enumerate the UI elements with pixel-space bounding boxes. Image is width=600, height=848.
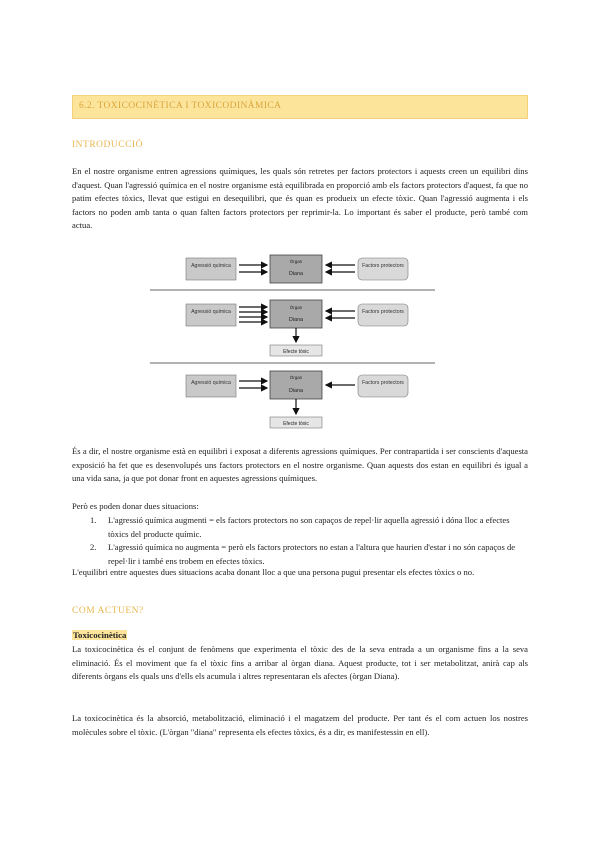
equilibrium-paragraph: És a dir, el nostre organisme està en equilibri i exposat a diferents agressions químiques. Per contrapartida i ser conscients d'aquesta exposició ha fet que es desenvolupés uns factors protectors en el nostre organisme. Quan aquests dos estan en equilibri és igual a una vida sana, ja que pot donar front en aquestes agressions químiques. — [72, 446, 528, 484]
diagram — [150, 250, 450, 435]
section-title-banner — [72, 95, 528, 119]
aggression-box — [186, 375, 236, 397]
list-item — [90, 541, 528, 568]
list-item — [90, 514, 528, 541]
list-item-number: 2. — [90, 542, 97, 553]
diagram-row-3 — [186, 371, 408, 428]
protector-label: Factors protectors — [362, 380, 404, 386]
conclusion-paragraph: L'equilibri entre aquestes dues situacions acaba donant lloc a que una persona pugui presentar els efectes tòxics o no. — [72, 567, 475, 577]
aggression-label: Agressió química — [191, 380, 231, 386]
organ-small-label: Òrgan — [289, 259, 303, 264]
list-item-text: L'agressió química augmenti = els factors protectors no son capaços de repel·lir aquella agressió i dóna lloc a efectes tòxics del producte químic. — [108, 515, 510, 539]
list-item-number: 1. — [90, 515, 97, 525]
toxicokinetics-paragraph-2: La toxicocinètica és la absorció, metabolització, eliminació i el magatzem del producte. Per tant és el com actuen los nostres molècules sobre el tòxic. (L'òrgan "diana" representa els efectes tòxics, és a dir, es manifestessin en ell). — [72, 713, 528, 737]
diagram-row-2 — [186, 300, 408, 356]
intro-heading: INTRODUCCIÓ — [72, 140, 143, 150]
situations-intro: Però es poden donar dues situacions: — [72, 501, 199, 511]
protector-label: Factors protectors — [362, 263, 404, 269]
aggression-box — [186, 258, 236, 280]
list-item-text: L'agressió química no augmenta = però els factors protectors no estan a l'altura que haurien d'estar i no són capaços de repel·lir i també ens trobem en efectes tòxics. — [108, 542, 516, 566]
aggression-box — [186, 304, 236, 326]
intro-paragraph: En el nostre organisme entren agressions químiques, les quals són retretes per factors protectors i aquests creen un equilibri dins d'aquest. Quan l'agressió química en el nostre organisme està equilibrada en proporció amb els factors protectors d'aquest, fa que no patim efectes tòxics, llevat que estigui en desequilibri, que és quan es produeix un efecte tòxic. Quan l'agressió augmenta i els factors no poden amb tanta o quan falten factors protectors per reprimir-la. Lo important és saber el producte, però també com actua. — [72, 166, 528, 231]
organ-large-label: Diana — [288, 388, 304, 394]
toxicokinetics-subheading: Toxicocinètica — [73, 630, 127, 640]
organ-large-label: Diana — [288, 271, 304, 277]
protector-box — [358, 375, 408, 397]
protector-label: Factors protectors — [362, 309, 404, 315]
section-title: 6.2. TOXICOCINÈTICA I TOXICODINÀMICA — [79, 101, 282, 111]
toxic-effect-label: Efecte tòxic — [283, 349, 309, 355]
organ-small-label: Òrgan — [289, 375, 303, 380]
organ-large-label: Diana — [288, 317, 304, 323]
toxicokinetics-paragraph-1: La toxicocinètica és el conjunt de fenòmens que experimenta el tòxic des de la seva entrada a un organisme fins a la seva eliminació. És el moviment que fa el tòxic fins a arribar al òrgan diana. Aquest producte, tot i ser metabolitzat, anirà cap als diferents òrgans els quals uns d'ells els acumula i altres representaran els afectes (òrgan Diana). — [72, 644, 528, 682]
situations-list — [90, 514, 528, 568]
toxic-effect-label: Efecte tòxic — [283, 421, 309, 427]
protector-box — [358, 258, 408, 280]
aggression-label: Agressió química — [191, 263, 231, 269]
diagram-row-1 — [186, 255, 408, 283]
organ-small-label: Òrgan — [289, 305, 303, 310]
protector-box — [358, 304, 408, 326]
aggression-label: Agressió química — [191, 309, 231, 315]
how-heading: COM ACTUEN? — [72, 606, 144, 616]
